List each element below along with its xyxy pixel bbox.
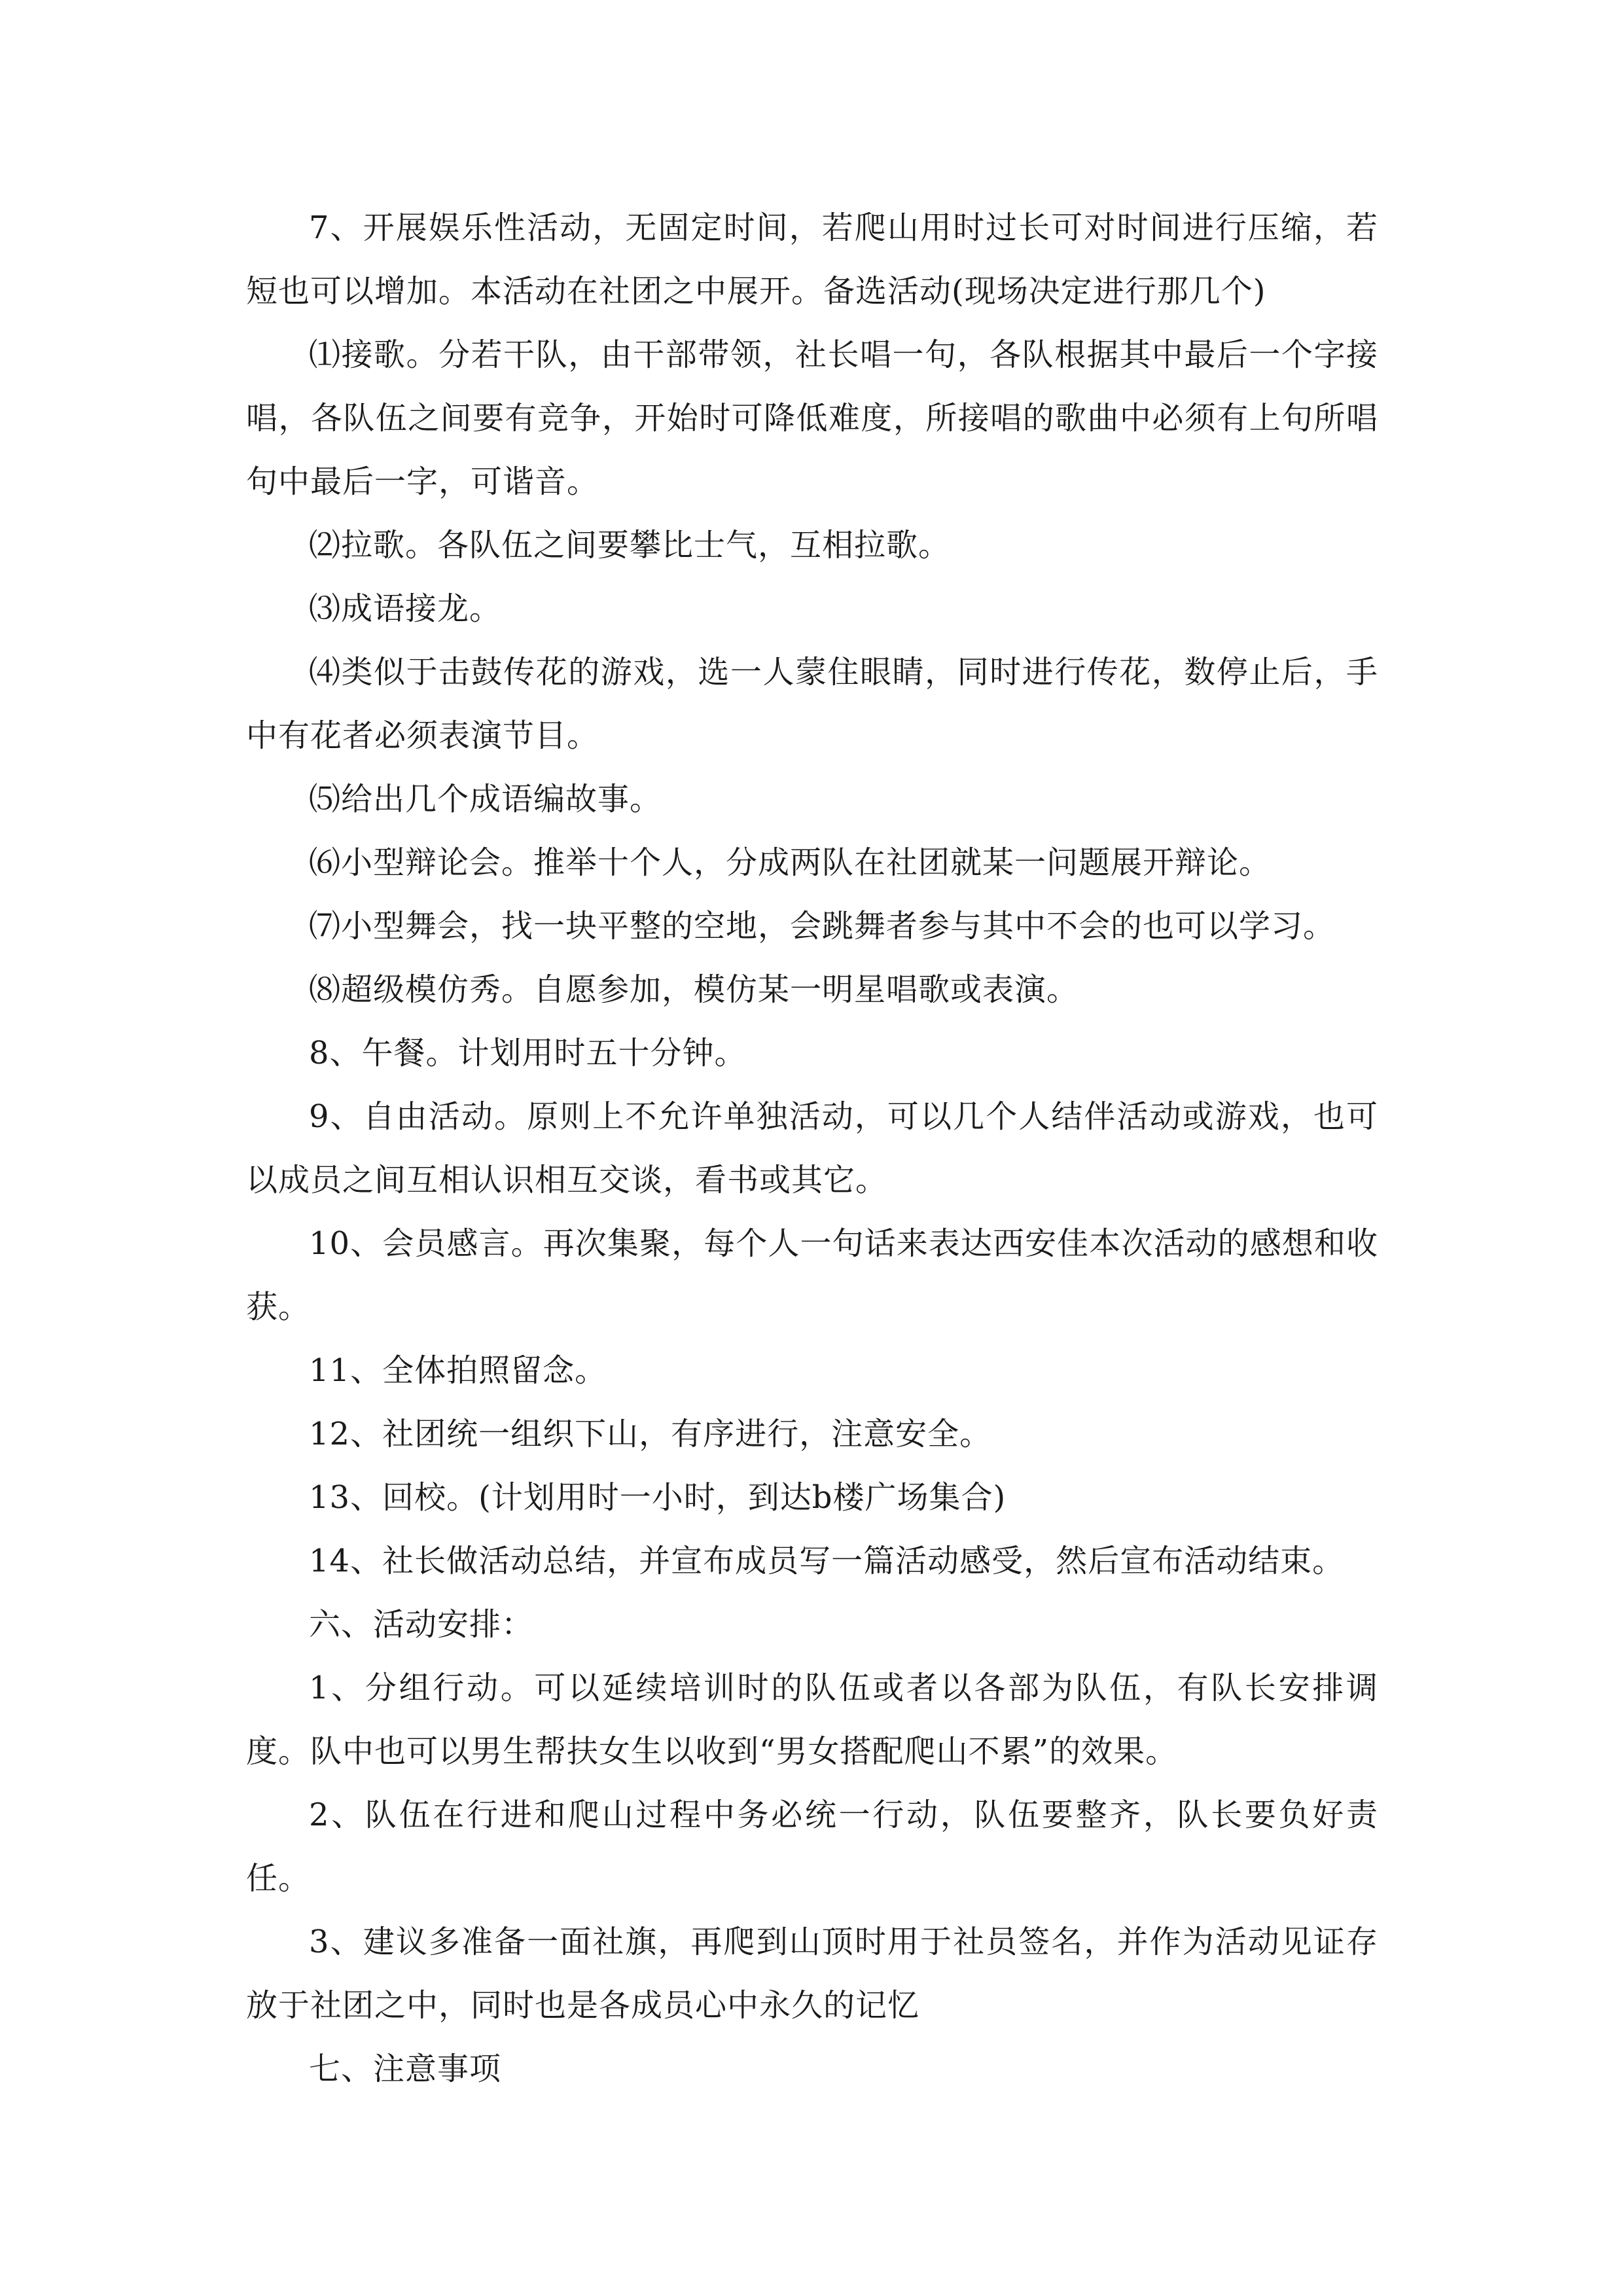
paragraph-activity-3: ⑶成语接龙。 <box>309 590 502 627</box>
section-heading-notes: 七、注意事项 <box>309 2051 502 2087</box>
paragraph-item-7: 7、开展娱乐性活动，无固定时间，若爬山用时过长可对时间进行压缩，若短也可以增加。本活动在社团之中展开。备选活动(现场决定进行那几个) <box>246 209 1378 310</box>
paragraph-arrangement-3: 3、建议多准备一面社旗，再爬到山顶时用于社员签名，并作为活动见证存放于社团之中，同时也是各成员心中永久的记忆 <box>246 1924 1378 2024</box>
paragraph-item-10: 10、会员感言。再次集聚，每个人一句话来表达西安佳本次活动的感想和收获。 <box>246 1225 1378 1325</box>
paragraph-item-12: 12、社团统一组织下山，有序进行，注意安全。 <box>309 1416 992 1452</box>
section-heading-arrangement: 六、活动安排： <box>309 1606 534 1643</box>
paragraph-activity-2: ⑵拉歌。各队伍之间要攀比士气，互相拉歌。 <box>309 527 951 564</box>
paragraph-activity-4: ⑷类似于击鼓传花的游戏，选一人蒙住眼睛，同时进行传花，数停止后，手中有花者必须表演节目。 <box>246 654 1378 754</box>
paragraph-item-9: 9、自由活动。原则上不允许单独活动，可以几个人结伴活动或游戏，也可以成员之间互相认识相互交谈，看书或其它。 <box>246 1098 1378 1198</box>
document-body <box>246 196 1378 2101</box>
paragraph-activity-6: ⑹小型辩论会。推举十个人，分成两队在社团就某一问题展开辩论。 <box>309 844 1272 881</box>
paragraph-item-14: 14、社长做活动总结，并宣布成员写一篇活动感受，然后宣布活动结束。 <box>309 1543 1345 1579</box>
paragraph-item-11: 11、全体拍照留念。 <box>309 1352 607 1389</box>
paragraph-activity-5: ⑸给出几个成语编故事。 <box>309 781 662 817</box>
paragraph-arrangement-1: 1、分组行动。可以延续培训时的队伍或者以各部为队伍，有队长安排调度。队中也可以男生帮扶女生以收到“男女搭配爬山不累”的效果。 <box>246 1670 1378 1770</box>
paragraph-activity-1: ⑴接歌。分若干队，由干部带领，社长唱一句，各队根据其中最后一个字接唱，各队伍之间要有竞争，开始时可降低难度，所接唱的歌曲中必须有上句所唱句中最后一字，可谐音。 <box>246 336 1378 500</box>
paragraph-item-8: 8、午餐。计划用时五十分钟。 <box>309 1035 747 1071</box>
paragraph-activity-8: ⑻超级模仿秀。自愿参加，模仿某一明星唱歌或表演。 <box>309 971 1079 1008</box>
paragraph-item-13: 13、回校。(计划用时一小时，到达b楼广场集合) <box>309 1479 1007 1516</box>
paragraph-activity-7: ⑺小型舞会，找一块平整的空地，会跳舞者参与其中不会的也可以学习。 <box>309 908 1336 944</box>
paragraph-arrangement-2: 2、队伍在行进和爬山过程中务必统一行动，队伍要整齐，队长要负好责任。 <box>246 1797 1378 1897</box>
